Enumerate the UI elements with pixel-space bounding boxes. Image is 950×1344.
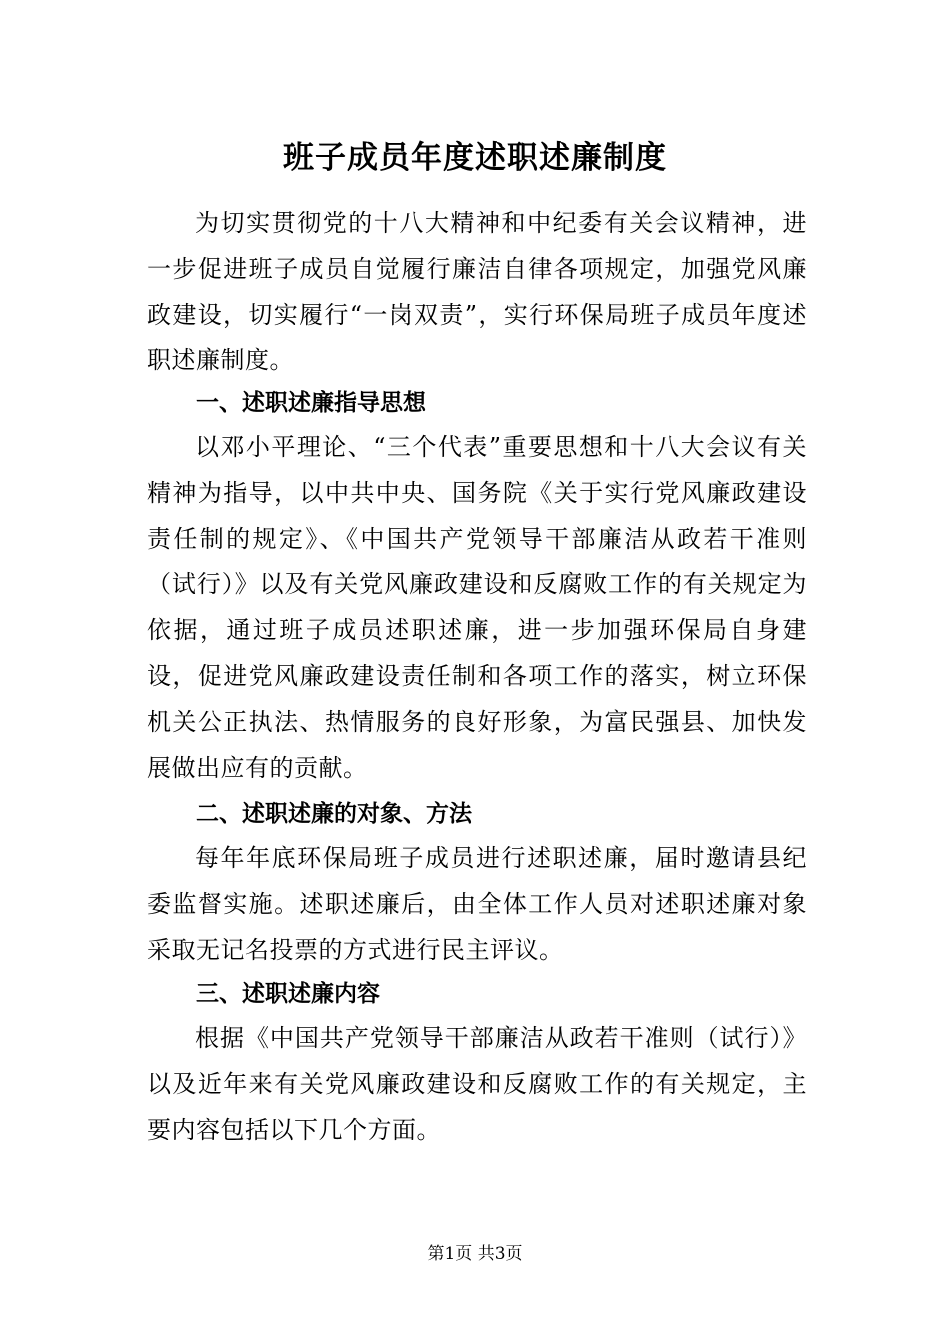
document-title: 班子成员年度述职述廉制度 <box>283 140 667 176</box>
page-footer: 第1页 共3页 <box>427 1244 523 1264</box>
section-paragraph-1: 以邓小平理论、“三个代表”重要思想和十八大会议有关精神为指导，以中共中央、国务院《关于实行党风廉政建设责任制的规定》、《中国共产党领导干部廉洁从政若干准则（试行）》以及有关党风廉政建设和反腐败工作的有关规定为依据，通过班子成员述职述廉，进一步加强环保局自身建设，促进党风廉政建设责任制和各项工作的落实，树立环保机关公正执法、热情服务的良好形象，为富民强县、加快发展做出应有的贡献。 <box>147 433 807 782</box>
intro-paragraph: 为切实贯彻党的十八大精神和中纪委有关会议精神，进一步促进班子成员自觉履行廉洁自律各项规定，加强党风廉政建设，切实履行“一岗双责”，实行环保局班子成员年度述职述廉制度。 <box>147 209 807 375</box>
section-heading-1: 一、述职述廉指导思想 <box>196 390 426 416</box>
section-paragraph-3: 根据《中国共产党领导干部廉洁从政若干准则（试行）》以及近年来有关党风廉政建设和反腐败工作的有关规定，主要内容包括以下几个方面。 <box>147 1024 807 1144</box>
section-paragraph-2: 每年年底环保局班子成员进行述职述廉，届时邀请县纪委监督实施。述职述廉后，由全体工作人员对述职述廉对象采取无记名投票的方式进行民主评议。 <box>147 844 807 964</box>
section-heading-3: 三、述职述廉内容 <box>196 981 380 1007</box>
section-heading-2: 二、述职述廉的对象、方法 <box>196 801 472 827</box>
